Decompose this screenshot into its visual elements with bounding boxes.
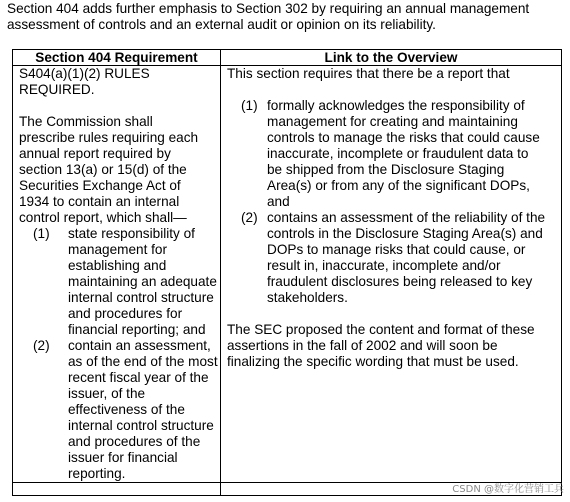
item-line: issuer for financial: [68, 450, 178, 465]
intro-line: assessment of controls and an external audit or opinion on its reliability.: [7, 17, 436, 32]
item-line: maintaining an adequate: [68, 274, 217, 289]
requirement-item-2: [33, 338, 220, 482]
rule-body-line: section 13(a) or 15(d) of the: [19, 162, 187, 177]
item-line: result in, inaccurate, incomplete and/or: [267, 258, 501, 273]
item-line: controls to manage the risks that could cause: [267, 130, 540, 145]
rule-title-line: REQUIRED.: [19, 82, 95, 97]
item-line: inaccurate, incomplete or fraudulent data to: [267, 146, 529, 161]
overview-item-2: [241, 210, 561, 306]
rule-body-line: control report, which shall—: [19, 210, 187, 225]
item-line: recent fiscal year of the: [68, 370, 209, 385]
item-line: fraudulent disclosures being released to key: [267, 274, 533, 289]
requirement-item-1: [33, 226, 220, 338]
cut-off-cell: [13, 483, 221, 496]
item-line: and procedures for: [68, 306, 183, 321]
rule-body-line: prescribe rules requiring each: [19, 130, 199, 145]
requirements-table: [12, 49, 562, 496]
table-row: [13, 66, 562, 483]
overview-cell: [221, 66, 562, 483]
intro-line: Section 404 adds further emphasis to Section 302 by requiring an annual management: [7, 1, 530, 16]
item-text: [68, 338, 220, 482]
item-line: as of the end of the most: [68, 354, 218, 369]
item-line: contain an assessment,: [68, 338, 211, 353]
item-line: state responsibility of: [68, 226, 195, 241]
item-line: DOPs to manage risks that could cause, or: [267, 242, 526, 257]
closing-line: The SEC proposed the content and format of these: [227, 322, 535, 337]
closing-line: assertions in the fall of 2002 and will soon be: [227, 338, 498, 353]
item-line: establishing and: [68, 258, 167, 273]
item-line: issuer, of the: [68, 386, 146, 401]
item-line: contains an assessment of the reliability of the: [267, 210, 546, 225]
table-header-row: [13, 50, 562, 66]
item-number: (1): [33, 226, 50, 241]
rule-body-line: The Commission shall: [19, 114, 153, 129]
rule-body-line: 1934 to contain an internal: [19, 194, 180, 209]
item-line: Area(s) or from any of the significant DOPs,: [267, 178, 530, 193]
item-line: management for: [68, 242, 167, 257]
rule-body-line: Securities Exchange Act of: [19, 178, 181, 193]
item-line: internal control structure: [68, 418, 214, 433]
rule-body-line: annual report required by: [19, 146, 171, 161]
item-line: stakeholders.: [267, 290, 348, 305]
item-line: reporting.: [68, 466, 126, 481]
item-number: (2): [33, 338, 50, 353]
intro-paragraph: [7, 1, 567, 33]
source-watermark: CSDN @数字化营销工兵: [452, 484, 564, 495]
item-text: [68, 226, 220, 338]
column-header-link: Link to the Overview: [221, 50, 562, 66]
item-number: (2): [241, 210, 258, 225]
column-header-requirement: Section 404 Requirement: [13, 50, 221, 66]
item-line: controls in the Disclosure Staging Area(s) and: [267, 226, 543, 241]
item-line: be shipped from the Disclosure Staging: [267, 162, 505, 177]
item-line: formally acknowledges the responsibility of: [267, 98, 525, 113]
item-line: and: [267, 194, 290, 209]
overview-item-1: [241, 98, 561, 210]
item-line: management for creating and maintaining: [267, 114, 518, 129]
rule-title-line: S404(a)(1)(2) RULES: [19, 66, 150, 81]
item-text: [267, 210, 561, 306]
item-text: [267, 98, 561, 210]
item-line: and procedures of the: [68, 434, 201, 449]
closing-line: finalizing the specific wording that must be used.: [227, 354, 519, 369]
item-line: effectiveness of the: [68, 402, 185, 417]
item-line: financial reporting; and: [68, 322, 206, 337]
overview-intro: This section requires that there be a report that: [227, 66, 510, 81]
item-line: internal control structure: [68, 290, 214, 305]
item-number: (1): [241, 98, 258, 113]
requirement-cell: [13, 66, 221, 483]
